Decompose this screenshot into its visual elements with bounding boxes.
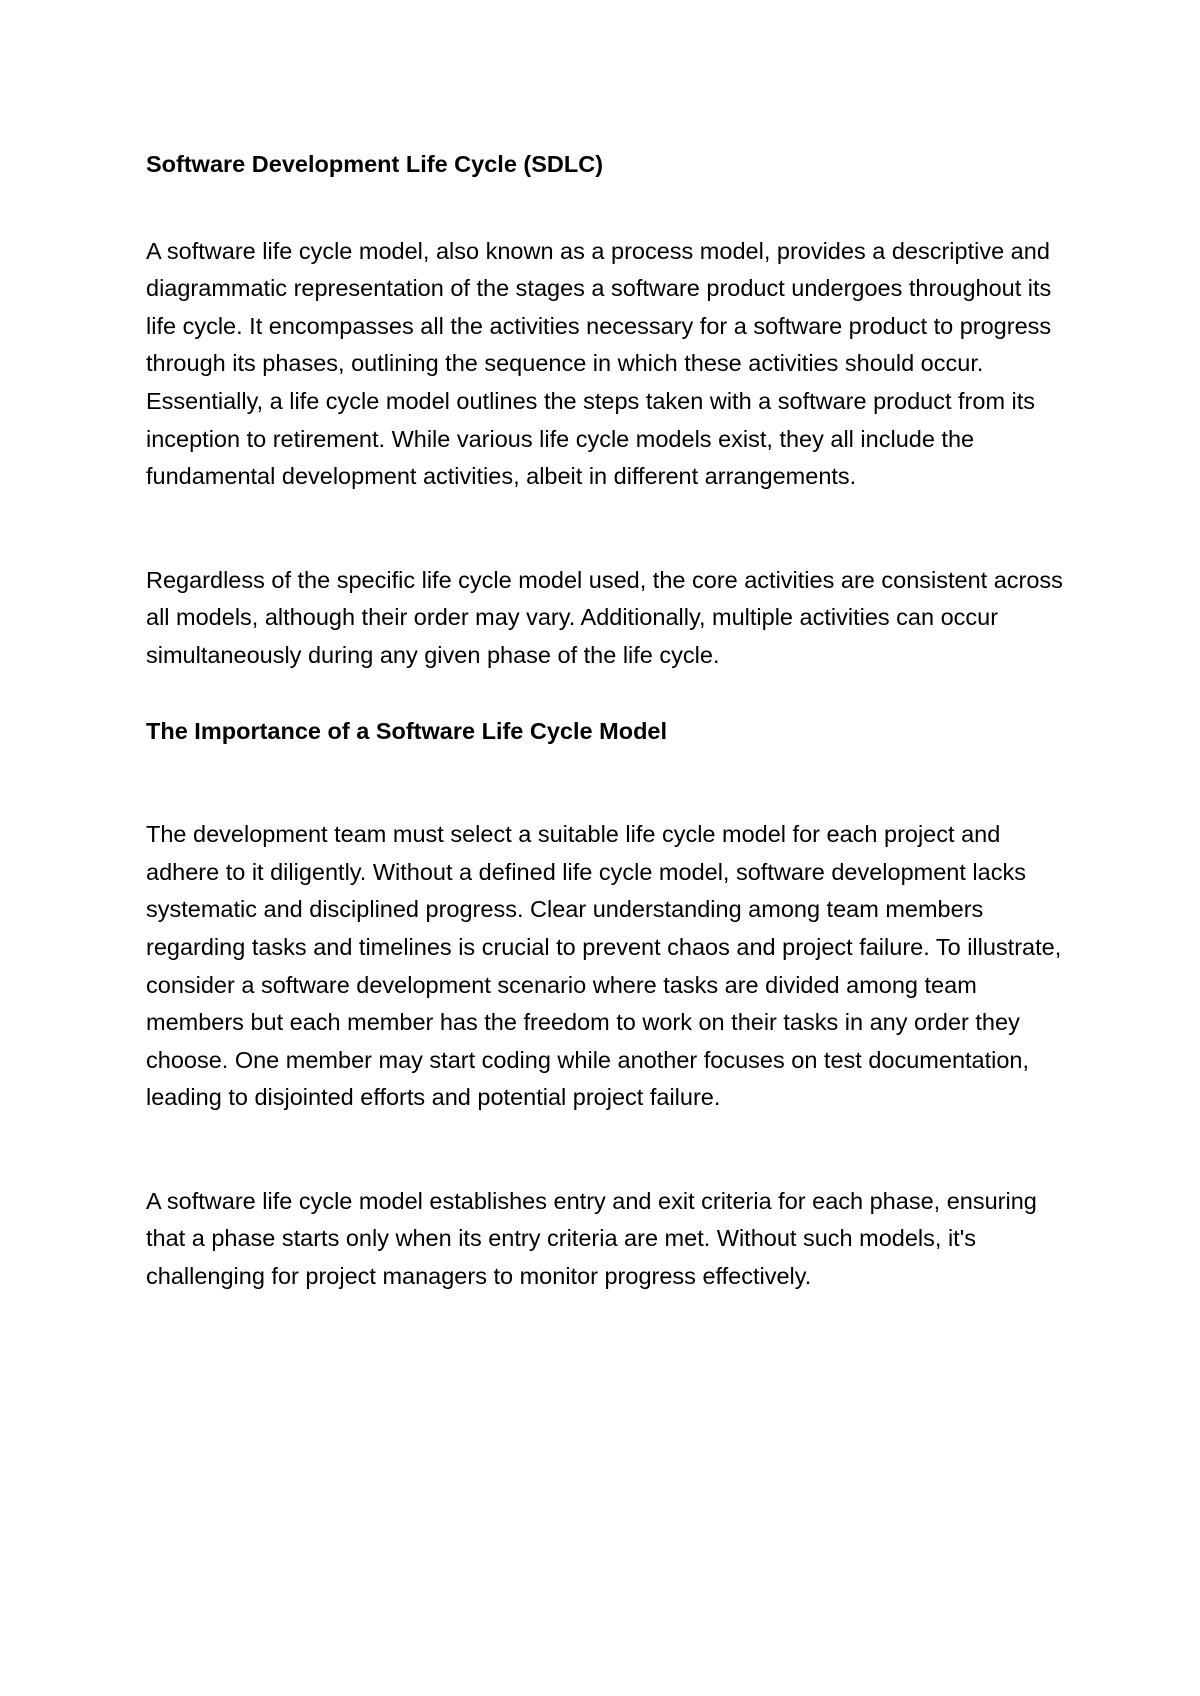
document-body bbox=[146, 146, 1076, 1296]
paragraph-importance: The development team must select a suitable life cycle model for each project and adhere to it diligently. Without a defined life cycle model, software development lacks systematic and disciplined progress. Clear understanding among team members regarding tasks and timelines is crucial to prevent chaos and project failure. To illustrate, consider a software development scenario where tasks are divided among team members but each member has the freedom to work on their tasks in any order they choose. One member may start coding while another focuses on test documentation, leading to disjointed efforts and potential project failure. bbox=[146, 821, 1062, 1111]
spacer bbox=[146, 496, 1076, 562]
spacer bbox=[146, 184, 1076, 233]
section-heading: The Importance of a Software Life Cycle Model bbox=[146, 717, 668, 744]
paragraph-sdlc-definition: A software life cycle model, also known as a process model, provides a descriptive and diagrammatic representation of the stages a software product undergoes throughout its life cycle. It encompasses all the activities necessary for a software product to progress through its phases, outlining the sequence in which these activities should occur. Essentially, a life cycle model outlines the steps taken with a software product from its inception to retirement. While various life cycle models exist, they all include the fundamental development activities, albeit in different arrangements. bbox=[146, 237, 1052, 490]
spacer bbox=[146, 750, 1076, 816]
spacer bbox=[146, 1117, 1076, 1183]
spacer bbox=[146, 675, 1076, 713]
document-title: Software Development Life Cycle (SDLC) bbox=[146, 151, 604, 177]
paragraph-entry-exit-criteria: A software life cycle model establishes entry and exit criteria for each phase, ensuring that a phase starts only when its entry criteria are met. Without such models, it's challenging for project managers to monitor progress effectively. bbox=[146, 1187, 1037, 1290]
paragraph-core-activities: Regardless of the specific life cycle model used, the core activities are consistent across all models, although their order may vary. Additionally, multiple activities can occur simultaneously during any given phase of the life cycle. bbox=[146, 566, 1063, 668]
